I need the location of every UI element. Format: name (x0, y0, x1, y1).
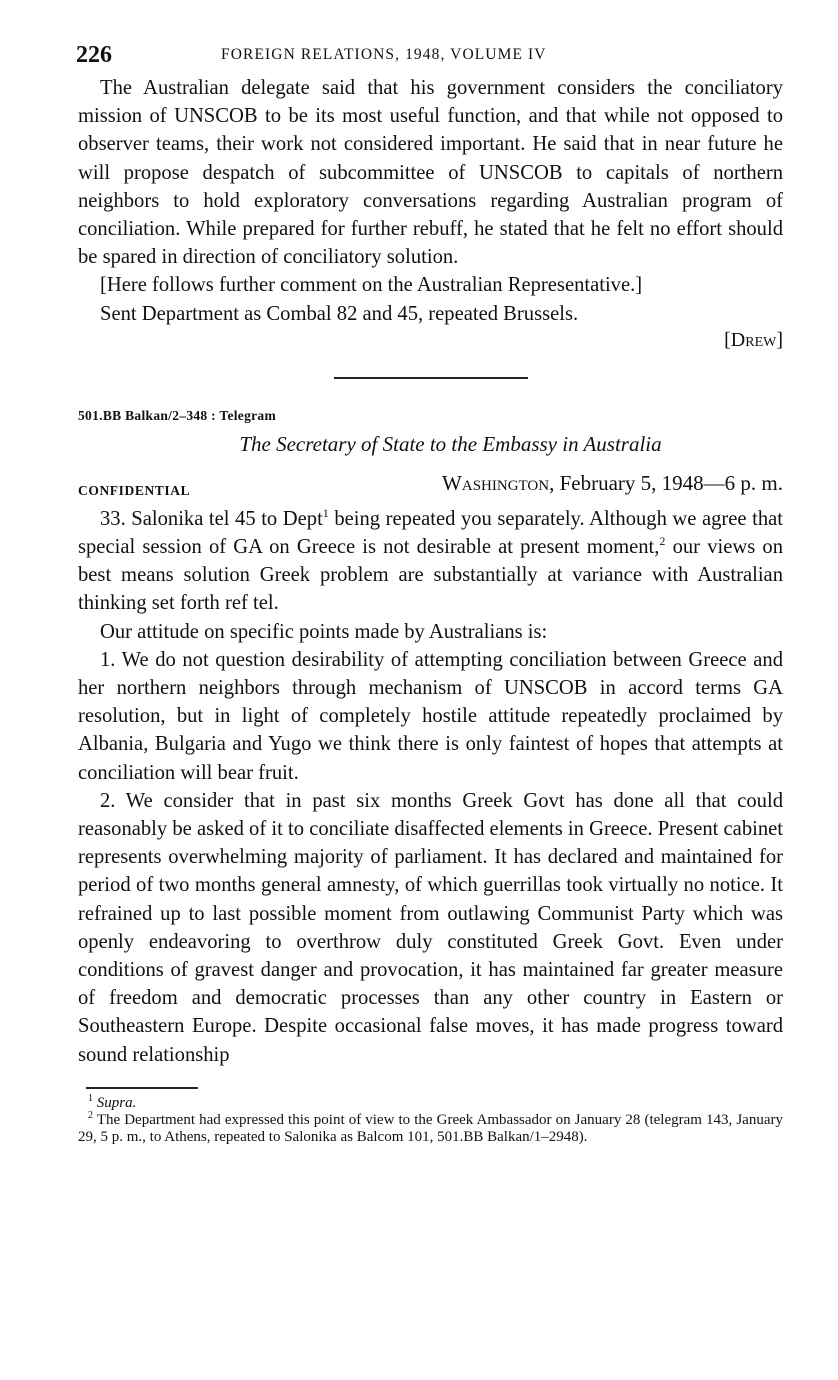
document-title: The Secretary of State to the Embassy in Australia (239, 431, 662, 456)
page (78, 40, 783, 1146)
paragraph-33-part-c: our views on best means solution Greek problem are substantially at variance with Australian thinking set forth ref tel. (78, 536, 783, 615)
paragraph-33-part-b: being repeated you separately. Although we agree that special session of GA on Greece is not desirable at present moment, (78, 507, 783, 559)
editorial-note: [Here follows further comment on the Australian Representative.] (100, 274, 643, 297)
point-1: 1. We do not question desirability of attempting conciliation between Greece and her northern neighbors through mechanism of UNSCOB in accord terms GA resolution, but in light of completely hostile attitude repeatedly proclaimed by Albania, Bulgaria and Yugo we think there is only faintest of hopes that attempts at conciliation will bear fruit. (78, 648, 783, 784)
page-number: 226 (76, 42, 112, 68)
point-2: 2. We consider that in past six months Greek Govt has done all that could reasonably be asked of it to conciliate disaffected elements in Greece. Present cabinet represents overwhelming majority of parliament. It has declared and maintained for period of two months general amnesty, of which guerrillas took virtually no notice. It refrained up to last possible moment from outlawing Communist Party which was openly endeavoring to overthrow duly constituted Greek Govt. Even under conditions of gravest danger and provocation, it has maintained far greater measure of freedom and democratic processes than any other country in Eastern or Southeastern Europe. Despite occasional false moves, it has made progress toward sound relationship (78, 789, 783, 1066)
sent-note: Sent Department as Combal 82 and 45, repeated Brussels. (100, 302, 579, 325)
footnote-1-text: Supra. (93, 1094, 137, 1111)
footnote-2-text: The Department had expressed this point of view to the Greek Ambassador on January 28 (telegram 143, January 29, 5 p. m., to Athens, repeated to Salonika as Balcom 101, 501.BB Balkan/1–2948). (78, 1111, 783, 1145)
paragraph-33-part-a: 33. Salonika tel 45 to Dept (100, 507, 323, 530)
date-line (442, 471, 783, 496)
running-head (78, 40, 783, 74)
footnote-1 (78, 1092, 783, 1112)
signature: [Drew] (724, 328, 783, 351)
footnotes (78, 1092, 783, 1146)
attitude-intro: Our attitude on specific points made by Australians is: (100, 620, 548, 643)
section-divider (334, 377, 528, 379)
date: , February 5, 1948—6 p. m. (549, 470, 783, 495)
file-reference: 501.BB Balkan/2–348 : Telegram (78, 407, 277, 423)
footnote-2-marker: 2 (88, 1109, 93, 1121)
running-head-title: FOREIGN RELATIONS, 1948, VOLUME IV (221, 46, 547, 63)
dateline (78, 469, 783, 505)
footnote-1-marker: 1 (88, 1092, 93, 1104)
footnote-ref-1: 1 (322, 505, 329, 520)
footnote-2 (78, 1109, 783, 1146)
place: Washington (442, 470, 550, 495)
footnote-divider (86, 1087, 198, 1089)
previous-doc-paragraph: The Australian delegate said that his government considers the conciliatory mission of UNSCOB to be its most useful function, and that while not opposed to observer teams, their work not considered important. He said that in near future he will propose despatch of subcommittee of UNSCOB to capitals of northern neighbors to hold exploratory conversations regarding Australian program of conciliation. While prepared for further rebuff, he stated that he felt no effort should be spared in direction of conciliatory solution. (78, 77, 783, 269)
footnote-ref-2: 2 (659, 534, 666, 549)
paragraph-33 (78, 505, 783, 618)
classification: CONFIDENTIAL (78, 482, 191, 498)
